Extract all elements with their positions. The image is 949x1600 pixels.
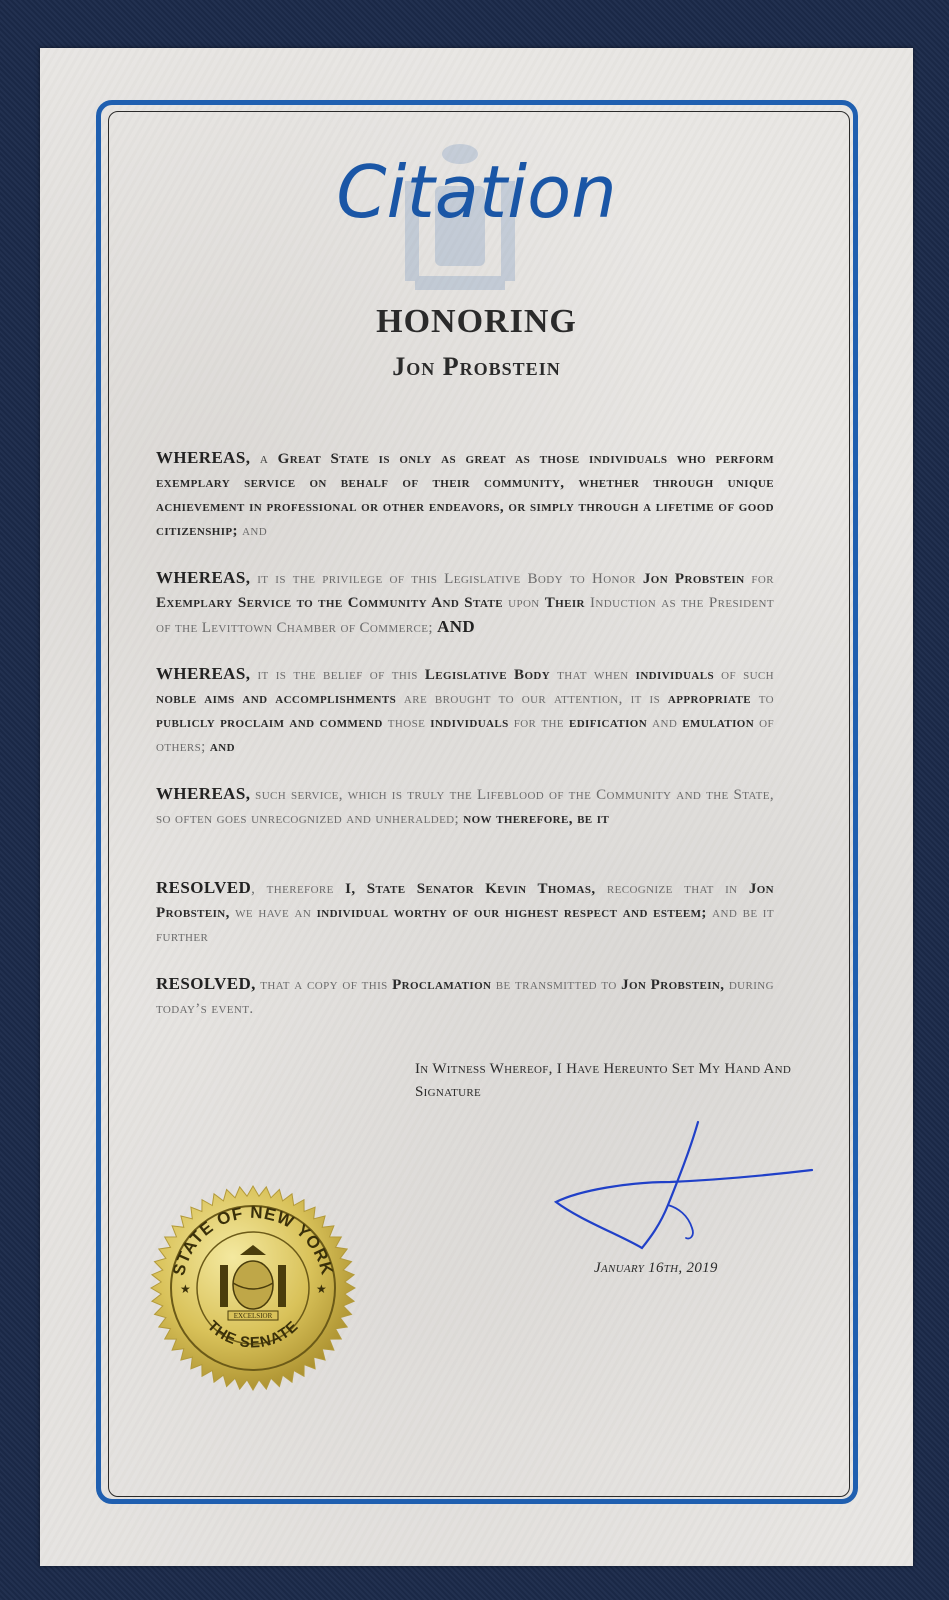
- whereas-paragraph-4: WHEREAS, such service, which is truly the Lifeblood of the Community and the State, so often goes unrecognized and unheralded; now therefore, be it: [156, 784, 774, 827]
- witness-statement: In Witness Whereof, I Have Hereunto Set My Hand And Signature: [415, 1061, 792, 1100]
- svg-text:★: ★: [316, 1282, 327, 1296]
- svg-text:STATE OF NEW YORK: STATE OF NEW YORK: [169, 1202, 337, 1278]
- signature-date: January 16th, 2019: [594, 1260, 718, 1276]
- honoring-heading: HONORING: [376, 303, 577, 340]
- svg-text:THE SENATE: THE SENATE: [203, 1317, 303, 1352]
- signature-icon: [550, 1110, 820, 1260]
- whereas-paragraph-2: WHEREAS, it is the privilege of this Legislative Body to Honor Jon Probstein for Exemplary Service to the Community And State upon Their Induction as the President of the Levittown Chamber of Commerce; AND: [156, 568, 775, 636]
- honoree-name: Jon Probstein: [392, 352, 561, 381]
- resolved-paragraph-2: RESOLVED, that a copy of this Proclamation be transmitted to Jon Probstein, during today’s event.: [156, 974, 774, 1017]
- svg-text:★: ★: [180, 1282, 191, 1296]
- senate-seal-icon: [148, 1183, 358, 1393]
- svg-text:EXCELSIOR: EXCELSIOR: [233, 1312, 273, 1320]
- citation-paper: [40, 48, 913, 1566]
- document-title: Citation: [336, 150, 617, 234]
- resolved-paragraph-1: RESOLVED, therefore I, State Senator Kevin Thomas, recognize that in Jon Probstein, we have an individual worthy of our highest respect and esteem; and be it further: [156, 878, 775, 945]
- whereas-paragraph-1: WHEREAS, a Great State is only as great as those individuals who perform exemplary service on behalf of their community, whether through unique achievement in professional or other endeavors, or simply through a lifetime of good citizenship; and: [156, 448, 774, 539]
- whereas-paragraph-3: WHEREAS, it is the belief of this Legislative Body that when individuals of such noble aims and accomplishments are brought to our attention, it is appropriate to publicly proclaim and commend those individuals for the edification and emulation of others; and: [156, 664, 775, 755]
